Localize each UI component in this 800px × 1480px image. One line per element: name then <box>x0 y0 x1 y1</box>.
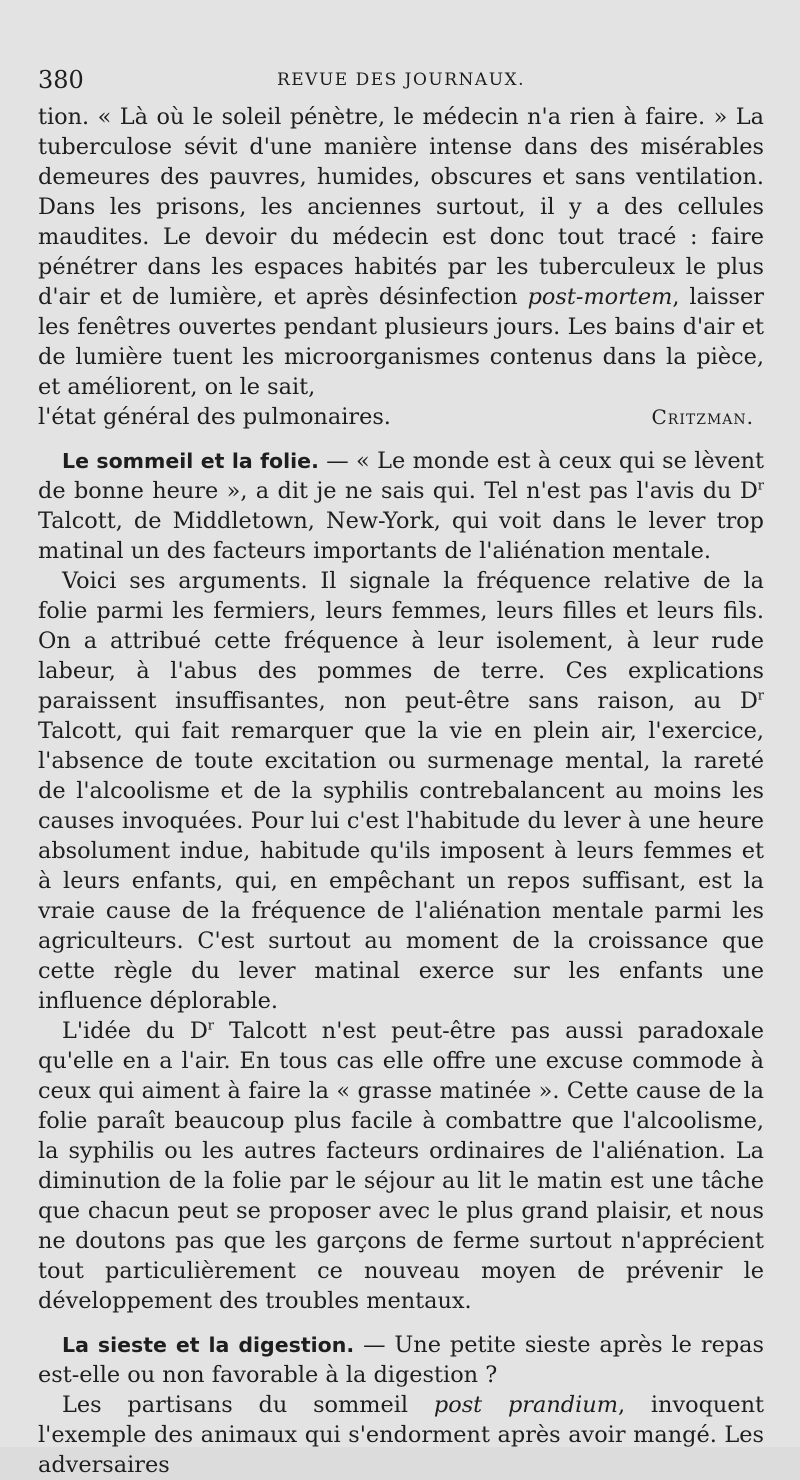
italic-term: post prandium <box>433 1392 618 1418</box>
article-siesta-digestion <box>38 1330 764 1480</box>
text-run: Voici ses arguments. Il signale la fréquence relative de la folie parmi les fermiers, leurs femmes, leurs filles et leurs fils. On a attribué cette fréquence à leur isolement, à leur rude labeur, à l'abus des pommes de terre. Ces explications paraissent insuffisantes, non peut-être sans raison, au D <box>38 568 764 714</box>
superscript: r <box>207 1018 214 1034</box>
text-run: tion. « Là où le soleil pénètre, le médecin n'a rien à faire. » La tuberculose sévit d'une manière intense dans des misérables demeures des pauvres, humides, obscures et sans ventilation. Dans les prisons, les anciennes surtout, il y a des cellules maudites. Le devoir du médecin est donc tout tracé : faire pénétrer dans les espaces habités par les tuberculeux le plus d'air et de lumière, et après désinfection <box>38 104 764 310</box>
paragraph <box>38 566 764 1016</box>
text-run: Talcott, de Middletown, New-York, qui voit dans le lever trop matinal un des facteurs importants de l'aliénation mentale. <box>38 508 764 564</box>
text-run: Talcott n'est peut-être pas aussi paradoxale qu'elle en a l'air. En tous cas elle offre une excuse commode à ceux qui aiment à faire la « grasse matinée ». Cette cause de la folie paraît beaucoup plus facile à combattre que l'alcoolisme, la syphilis ou les autres facteurs ordinaires de l'aliénation. La diminution de la folie par le séjour au lit le matin est une tâche que chacun peut se proposer avec le plus grand plaisir, et nous ne doutons pas que les garçons de ferme surtout n'apprécient tout particulièrement ce nouveau moyen de prévenir le développement des troubles mentaux. <box>38 1018 764 1314</box>
text-run: — « Le monde est à ceux qui se lèvent de bonne heure », a dit je ne sais qui. Tel n'est pas l'avis du D <box>38 448 764 504</box>
journal-title: REVUE DES JOURNAUX. <box>276 70 526 90</box>
text-run: — Une petite sieste après le repas est-elle ou non favorable à la digestion ? <box>38 1332 764 1388</box>
section-heading: Le sommeil et la folie. <box>62 449 319 473</box>
article-tuberculosis <box>38 102 764 432</box>
superscript: r <box>757 478 764 494</box>
page-number: 380 <box>38 66 84 94</box>
text-run: Les partisans du sommeil <box>62 1392 434 1418</box>
closing-text: l'état général des pulmonaires. <box>38 404 391 430</box>
paragraph <box>38 1016 764 1316</box>
text-run: , laisser les fenêtres ouvertes pendant plusieurs jours. Les bains d'air et de lumière tuent les microorganismes contenus dans la pièce, et améliorent, on le sait, <box>38 284 765 400</box>
paragraph <box>38 446 764 566</box>
section-heading: La sieste et la digestion. <box>62 1333 355 1357</box>
text-run: Talcott, qui fait remarquer que la vie en plein air, l'exercice, l'absence de toute excitation ou surmenage mental, la rareté de l'alcoolisme et de la syphilis contrebalancent au moins les causes invoquées. Pour lui c'est l'habitude du lever à une heure absolument indue, habitude qu'ils imposent à leurs femmes et à leurs enfants, qui, en empêchant un repos suffisant, est la vraie cause de la fréquence de l'aliénation mentale parmi les agriculteurs. C'est surtout au moment de la croissance que cette règle du lever matinal exerce sur les enfants une influence déplorable. <box>38 718 764 1014</box>
superscript: r <box>757 688 764 704</box>
signature-line <box>38 402 764 432</box>
author-signature: Critzman. <box>651 405 754 429</box>
text-run: , invoquent l'exemple des animaux qui s'endorment après avoir mangé. Les adversaires <box>38 1392 764 1478</box>
paragraph <box>38 1390 764 1480</box>
body-text <box>38 102 764 1480</box>
running-head <box>38 66 764 102</box>
italic-term: post-mortem <box>527 284 673 310</box>
text-run: L'idée du D <box>62 1018 208 1044</box>
paragraph <box>38 1330 764 1390</box>
article-sleep-madness <box>38 446 764 1316</box>
paragraph <box>38 102 764 402</box>
